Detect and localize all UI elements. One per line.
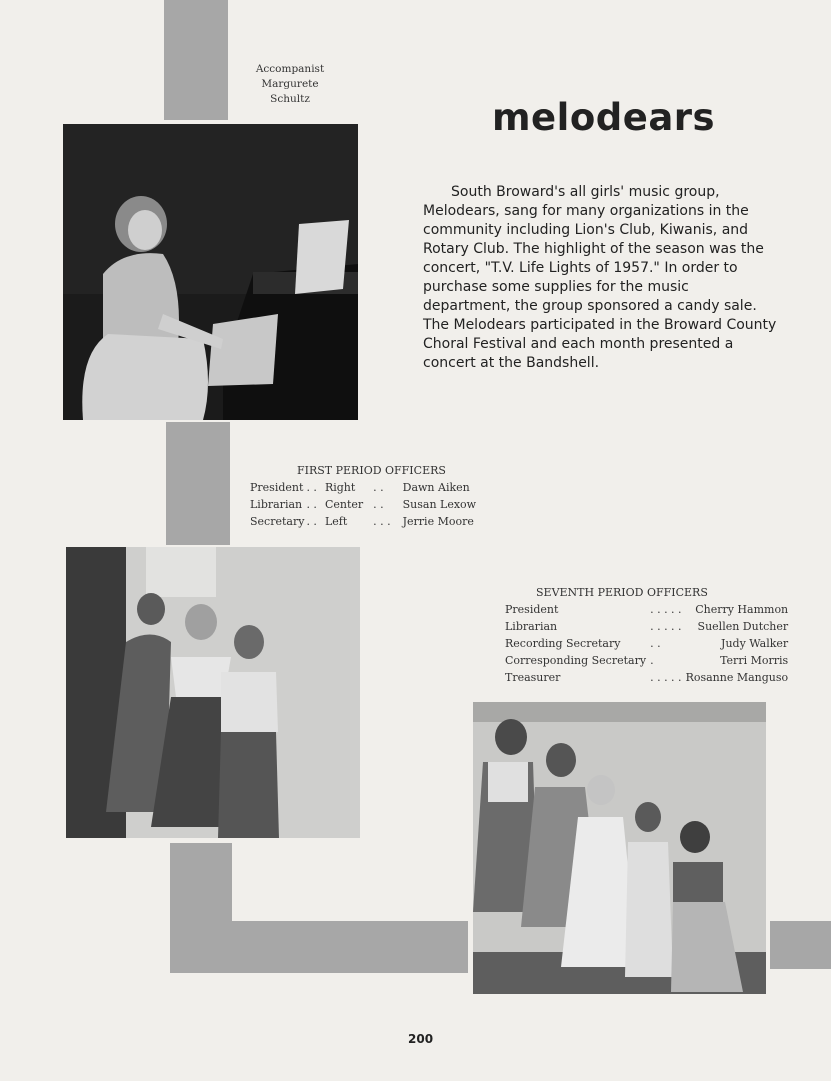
officer-name: Suellen Dutcher: [697, 620, 789, 633]
officer-title: Recording Secretary: [505, 637, 621, 650]
officer-title: Secretary: [250, 515, 305, 528]
caption-line: Schultz: [270, 93, 310, 105]
first-period-heading: FIRST PERIOD OFFICERS: [297, 464, 446, 477]
leader-dots: . . . . .: [650, 620, 682, 633]
leader-dots: . .: [650, 637, 661, 650]
photo-first-period-officers: [66, 547, 360, 838]
officer-row: [250, 479, 476, 496]
officer-title: Librarian: [505, 620, 558, 633]
officer-row: [250, 496, 476, 513]
officer-position: Right: [324, 481, 356, 494]
seventh-period-officers: [505, 586, 789, 686]
leader-dots: .: [650, 654, 654, 667]
officer-row: [505, 601, 788, 618]
officer-position: Left: [324, 515, 348, 528]
caption-line: Accompanist: [255, 63, 325, 75]
officer-title: President: [505, 603, 559, 616]
decor-bar-top: [164, 0, 228, 120]
officer-title: Librarian: [250, 498, 303, 511]
officer-row: [505, 669, 788, 686]
officer-row: [250, 513, 476, 530]
officer-name: Rosanne Manguso: [685, 671, 789, 684]
leader-dots: . . .: [373, 515, 391, 528]
officer-row: [505, 618, 788, 635]
officer-name: Dawn Aiken: [402, 481, 470, 494]
officer-title: President: [250, 481, 304, 494]
first-period-officers: [250, 464, 490, 530]
officer-row: [505, 635, 788, 652]
officer-name: Susan Lexow: [402, 498, 477, 511]
officer-name: Judy Walker: [721, 637, 789, 650]
seventh-period-table: [505, 601, 788, 686]
page-number: 200: [408, 1032, 434, 1046]
officer-position: Center: [324, 498, 364, 511]
caption-line: Margurete: [261, 78, 319, 90]
officer-name: Terri Morris: [720, 654, 789, 667]
first-period-table: [250, 479, 476, 530]
page-title: melodears: [492, 96, 716, 139]
leader-dots: . .: [373, 498, 384, 511]
officer-title: Treasurer: [505, 671, 561, 684]
leader-dots: . . . . .: [650, 603, 682, 616]
leader-dots: . .: [306, 498, 317, 511]
officer-title: Corresponding Secretary: [505, 654, 647, 667]
leader-dots: . .: [306, 515, 317, 528]
officer-name: Cherry Hammon: [695, 603, 789, 616]
decor-bar-right: [770, 921, 831, 969]
accompanist-caption: [240, 62, 340, 107]
officer-name: Jerrie Moore: [402, 515, 474, 528]
photo-accompanist-piano: [63, 124, 358, 420]
decor-bar-middle: [166, 422, 230, 545]
decor-bar-lower-horizontal: [170, 921, 468, 973]
seventh-period-heading: SEVENTH PERIOD OFFICERS: [536, 586, 708, 599]
leader-dots: . .: [373, 481, 384, 494]
leader-dots: . .: [306, 481, 317, 494]
article-paragraph: South Broward's all girls' music group, Melodears, sang for many organizations in the community including Lion's Club, Kiwanis, and Rotary Club. The highlight of the season was the concert, "T.V. Life Lights of 1957." In order to purchase some supplies for the music department, the group sponsored a candy sale. The Melodears participated in the Broward County Choral Festival and each month presented a concert at the Bandshell.: [423, 184, 777, 371]
officer-row: [505, 652, 788, 669]
photo-seventh-period-officers: [473, 702, 766, 994]
leader-dots: . . . . .: [650, 671, 682, 684]
article-body: [423, 183, 778, 373]
